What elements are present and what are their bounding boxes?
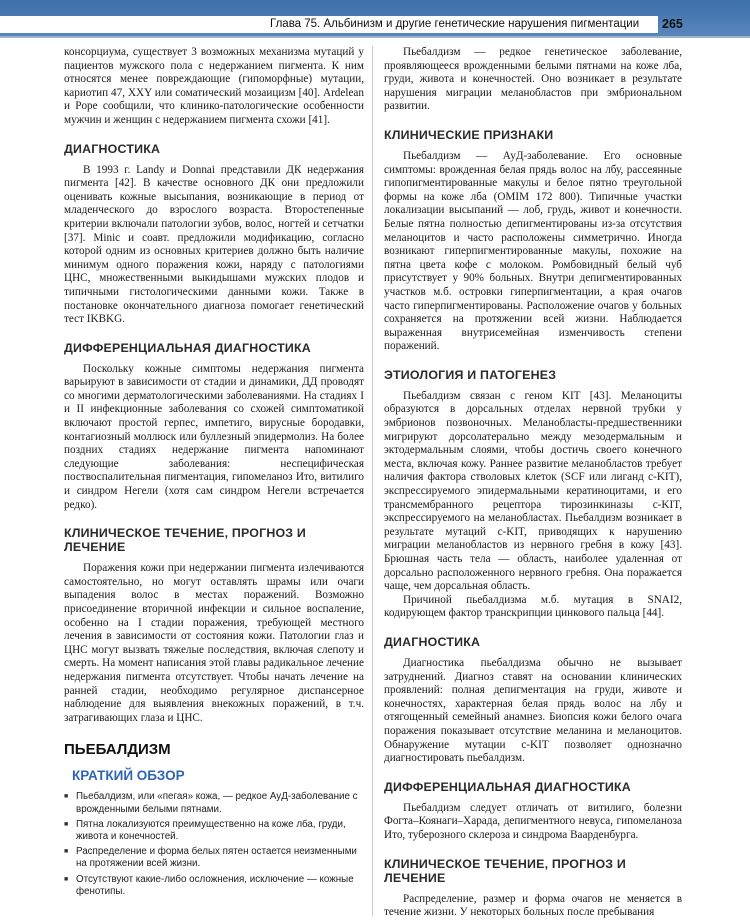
- section-heading-differential-right: ДИФФЕРЕНЦИАЛЬНАЯ ДИАГНОСТИКА: [384, 779, 631, 794]
- left-intro-paragraph: консорциума, существует 3 возможных механизма мутаций у пациентов мужского пола с недержанием пигмента. К ним относятся менее повреждающие (гипоморфные) мутации, кариотип 47, XXY или соматический мозаицизм [40]. Ardelean и Pope сообщили, что клинико-патологические особенности мужчин и женщин с недержанием пигмента схожи [41].: [64, 46, 364, 126]
- summary-item: ■ Пятна локализуются преимущественно на коже лба, груди, живота и конечностей.: [64, 819, 364, 843]
- summary-item: ■ Пьебалдизм, или «пегая» кожа, — редкое АуД-заболевание с врожденными белыми пятнами.: [64, 791, 364, 815]
- chapter-subtitle-piebaldism: ПЬЕБАЛДИЗМ: [64, 741, 171, 759]
- course-right-paragraph: Распределение, размер и форма очагов не меняется в течение жизни. У некоторых больных после пребывания: [384, 892, 682, 919]
- etiology-paragraph-2: Причиной пьебалдизма м.б. мутация в SNAI2, кодирующем фактор транскрипции цинкового пальца [44].: [384, 593, 682, 620]
- summary-list: [64, 791, 364, 898]
- right-intro-paragraph: Пьебалдизм — редкое генетическое заболевание, проявляющееся врожденными белыми пятнами на коже лба, груди, живота и конечностей. Оно возникает в результате нарушения миграции меланобластов при эмбриональном развитии.: [384, 46, 682, 113]
- header-bar: [0, 0, 750, 38]
- section-heading-course: КЛИНИЧЕСКОЕ ТЕЧЕНИЕ, ПРОГНОЗ И ЛЕЧЕНИЕ: [64, 526, 307, 555]
- page-number: 265: [662, 17, 683, 31]
- section-heading-diagnostics: ДИАГНОСТИКА: [64, 141, 161, 156]
- course-paragraph: Поражения кожи при недержании пигмента излечиваются самостоятельно, но могут оставлять шрамы или очаги выпадения волос в местах поражений. Возможно присоединение вторичной инфекции и сильное воспаление, особенно на I стадии поражения, требующей местного лечения в зависимости от состояния кожи. Патологии глаз и ЦНС могут вызвать тяжелые последствия, включая слепоту и смерть. На момент написания этой главы радикальное лечение недержания пигмента отсутствует. Чтобы начать лечение на ранней стадии, необходимо регулярное диспансерное наблюдение для выявления внекожных поражений, в т.ч. затрагивающих глаза и ЦНС.: [64, 562, 364, 724]
- running-head-title: Глава 75. Альбинизм и другие генетические нарушения пигментации: [270, 18, 640, 30]
- section-heading-clinical: КЛИНИЧЕСКИЕ ПРИЗНАКИ: [384, 127, 554, 142]
- left-column: [64, 46, 364, 901]
- clinical-paragraph: Пьебалдизм — АуД-заболевание. Его основные симптомы: врожденная белая прядь волос на лбу, рассеянные гипопигментированные макулы и белое пятно треугольной формы на коже лба (OMIM 172 800). Типичные участки локализации высыпаний — лоб, грудь, живот и конечности. Белые пятна полностью депигментированы из-за отсутствия меланоцитов и часто расположены симметрично. Иногда возникают гиперпигментированные макулы, похожие на пятна цвета кофе с молоком. Ромбовидный белый чуб присутствует у 90% больных. Внутри депигментированных участков м.б. островки гиперпигментации, а края очагов часто гиперпигментированы. Расположение очагов у больных сохраняется на протяжении всей жизни. Наблюдается выраженная внутрисемейная изменчивость степени поражений.: [384, 149, 682, 353]
- right-column: [384, 46, 682, 920]
- summary-item: ■ Отсутствуют какие-либо осложнения, исключение — кожные фенотипы.: [64, 874, 364, 898]
- header-underline: [0, 36, 750, 38]
- diagnostics-right-paragraph: Диагностика пьебалдизма обычно не вызывает затруднений. Диагноз ставят на основании клинических проявлений: полная депигментация на груди, животе и конечностях, характерная белая прядь волос на лбу и отягощенный семейный анамнез. Биопсия кожи белого очага поражения показывает отсутствие меланина и меланоцитов. Обнаружение мутации c-KIT позволяет однозначно диагностировать пьебалдизм.: [384, 656, 682, 765]
- etiology-paragraph: Пьебалдизм связан с геном KIT [43]. Меланоциты образуются в дорсальных отделах нервной трубки у эмбрионов позвоночных. Меланобласты-предшественники мигрируют дорсолатерально между мезодермальным и эктодермальным слоями, чтобы достичь своего конечного места, включая кожу. Раннее развитие меланобластов требует наличия фактора стволовых клеток (SCF или лиганд c-KIT), экспрессируемого эпидермальными кератиноцитами, и его трансмембранного рецептора тирозинкиназы c-KIT, экспрессируемого на меланобластах. Пьебалдизм возникает в результате мутаций c-KIT, приводящих к нарушению миграции меланобластов из нервного гребня в кожу [43]. Брюшная часть тела — область, наиболее удаленная от дорсально расположенного нервного гребня. Она поражается чаще, чем дорсальная область.: [384, 389, 682, 593]
- section-heading-diagnostics-right: ДИАГНОСТИКА: [384, 634, 481, 649]
- summary-item: ■ Распределение и форма белых пятен остается неизменными на протяжении всей жизни.: [64, 846, 364, 870]
- section-heading-differential: ДИФФЕРЕНЦИАЛЬНАЯ ДИАГНОСТИКА: [64, 340, 311, 355]
- column-divider: [372, 46, 373, 916]
- diagnostics-paragraph: В 1993 г. Landy и Donnai представили ДК недержания пигмента [42]. В качестве основного ДК они предложили оценивать кожные высыпания, возникающие в период от младенческого до взрослого возраста. Второстепенные критерии включали патологии зубов, волос, ногтей и сетчатки [37]. Minic и соавт. предложили модификацию, согласно которой одним из основных критериев должно быть наличие минимум одного поражения кожи, наряду с патологиями ЦНС, множественными выкидышами мужских плодов и типичными гистологическими данными кожи. Также в постановке окончательного диагноза помогает генетический тест IKBKG.: [64, 163, 364, 326]
- section-heading-course-right: КЛИНИЧЕСКОЕ ТЕЧЕНИЕ, ПРОГНОЗ И ЛЕЧЕНИЕ: [384, 856, 627, 885]
- differential-right-paragraph: Пьебалдизм следует отличать от витилиго, болезни Фогта–Коянаги–Харада, депигментного невуса, гипомеланоза Ито, туберозного склероза и синдрома Ваарденбурга.: [384, 801, 682, 841]
- summary-title: КРАТКИЙ ОБЗОР: [72, 768, 185, 784]
- section-heading-etiology: ЭТИОЛОГИЯ И ПАТОГЕНЕЗ: [384, 367, 557, 382]
- summary-box: [64, 768, 364, 898]
- differential-paragraph: Поскольку кожные симптомы недержания пигмента варьируют в зависимости от стадии и динамики, ДД проводят со многими дерматологическими заболеваниями. На стадиях I и II инфекционные заболевания со схожей симптоматикой включают простой герпес, импетиго, вирусные бородавки, контагиозный моллюск или буллезный эпидермолиз. На более поздних стадиях недержание пигмента напоминают следующие заболевания: неспецифическая поствоспалительная пигментация, гипомеланоз Ито, витилиго и синдром Негели (хотя сам синдром Негели встречается редко).: [64, 362, 364, 511]
